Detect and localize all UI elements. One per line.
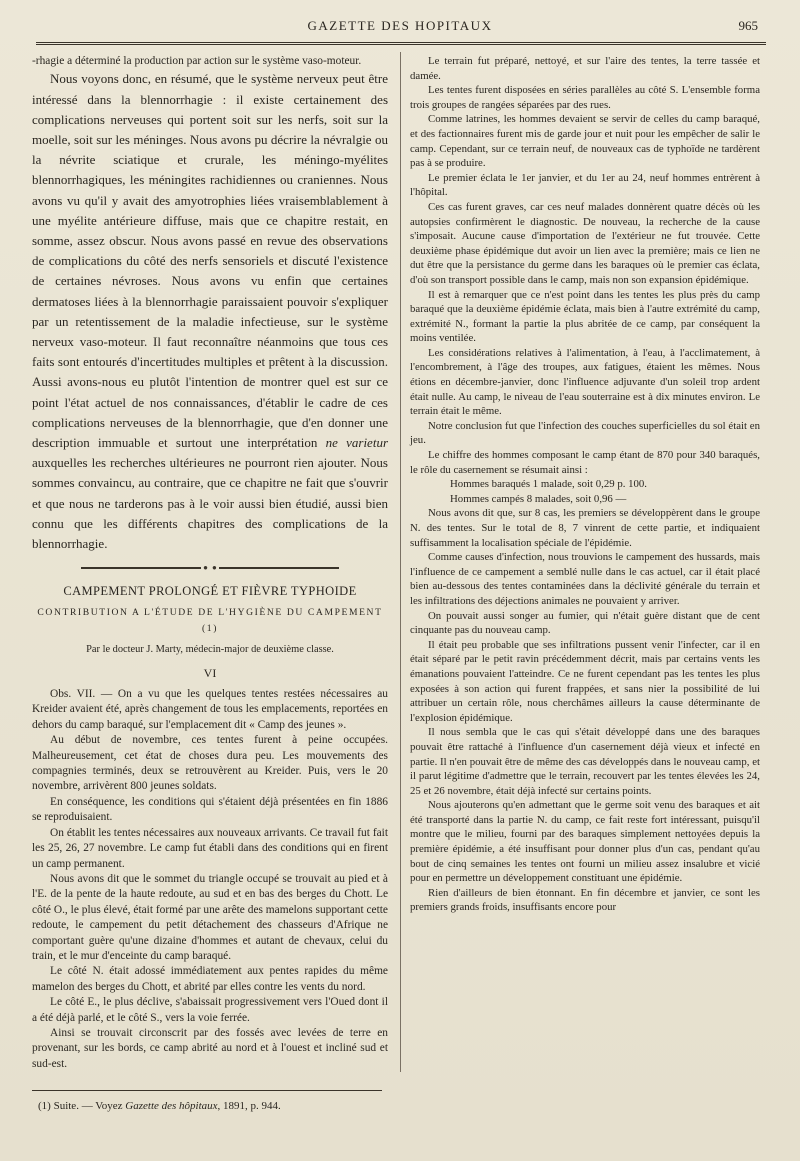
left-column xyxy=(32,54,388,1072)
footnote-journal: Gazette des hôpitaux xyxy=(125,1100,218,1112)
paragraph: Nous avons dit que, sur 8 cas, les premiers se développèrent dans le groupe N. des tentes. Sur le total de 8, 7 vinrent de cette partie, et indiquaient suffisamment la localisation spéciale de l'épidémie. xyxy=(410,507,760,549)
header-double-rule xyxy=(36,42,766,45)
paragraph: Comme causes d'infection, nous trouvions le campement des hussards, mais l'influence de ce campement a semblé nulle dans le cas actuel, car il était placé bien au-dessous des tentes contaminées dans la déclivité générale du terrain et les infiltrations des déjections animales ne pouvaient y arriver. xyxy=(410,551,760,607)
paragraph: Le côté E., le plus déclive, s'abaissait progressivement vers l'Oued dont il a été déjà parlé, et le côté S., vers la voie ferrée. xyxy=(32,996,388,1024)
section-subtitle: CONTRIBUTION A L'ÉTUDE DE L'HYGIÈNE DU CAMPEMENT (1) xyxy=(37,607,383,634)
journal-title: GAZETTE DES HOPITAUX xyxy=(307,18,493,33)
paragraph: Ces cas furent graves, car ces neuf malades donnèrent quatre décès où les autopsies confirmèrent le diagnostic. De nouveau, la recherche de la cause s'imposait. Aucune cause d'importation de l'extérieur ne fut trouvée. Cette deuxième phase épidémique dut avoir un lien avec la première; mais ce lien ne dut être que la persistance du germe dans les baraques où le premier cas éclata, d'où son transport possible dans le camp, mais non son expansion épidémique. xyxy=(410,200,760,286)
paragraph: Rien d'ailleurs de bien étonnant. En fin décembre et janvier, ce sont les premiers grands froids, insuffisants encore pour xyxy=(410,886,760,914)
paragraph: On pouvait aussi songer au fumier, qui n'était guère distant que de cent cinquante pas du nouveau camp. xyxy=(410,609,760,637)
paragraph: Il nous sembla que le cas qui s'était développé dans une des baraques pouvait être rattaché à l'influence d'un casernement déjà vieux et infecté en partie. Il n'en pouvait être de même des cas développés dans le nouveau camp, et il parut légitime d'admettre que le terrain, recouvert par les tentes élevées les 24, 25 et 26 novembre, était déjà infecté sur certains points. xyxy=(410,726,760,797)
paragraph: Il était peu probable que ses infiltrations pussent venir l'infecter, car il en était séparé par le petit ravin précédemment décrit, mais par certains vents les émanations pouvaient l'atteindre. Ce ne furent cependant pas les tentes les plus exposées à son action qui furent frappées, et sans nier la possibilité de lui attribuer un certain rôle, nous cherchâmes ailleurs la cause déterminante de l'explosion épidémique. xyxy=(410,638,760,724)
paragraph: Au début de novembre, ces tentes furent à peine occupées. Malheureusement, cet état de choses dura peu. Les mouvements des compagnies terminés, deux se retrouvèrent au Kreider. Puis, vers le 20 novembre, arrivèrent 800 jeunes soldats. xyxy=(32,734,388,793)
latin-phrase: ne varietur xyxy=(325,435,389,451)
footnote-rule xyxy=(32,1090,382,1091)
statistics-line: Hommes campés 8 malades, soit 0,96 — xyxy=(450,492,627,505)
paragraph: Les tentes furent disposées en séries parallèles au côté S. L'ensemble forma trois groupes de rangées séparées par des rues. xyxy=(410,84,760,111)
section-number: VI xyxy=(203,665,217,680)
conclusion-paragraph: Nous voyons donc, en résumé, que le système nerveux peut être intéressé dans la blennorrhagie : il existe certainement des complications nerveuses qui portent soit sur les nerfs, soit sur la moelle, soit sur les méninges. Nous avons pu décrire la névralgie ou la névrite sciatique et crurale, les méningo-myélites blennorrhagiques, les méningites rachidiennes ou craniennes. Nous avons vu qu'il y avait des amyotrophies liées vraisemblablement à une myélite antérieure diffuse, mais que ce chapitre restait, en somme, assez obscur. Nous avons passé en revue des observations de complications du côté des nerfs sensoriels et discuté l'existence de certaines névroses. Nous avons vu enfin que certaines dermatoses liées à la blennorrhagie paraissaient pouvoir s'expliquer par un retentissement de la maladie infectieuse, sur le système nerveux vaso-moteur. Il faut reconnaître néanmoins que tous ces faits sont entourés d'incertitudes multiples et prêtent à la discussion. Aussi avons-nous eu plutôt l'intention de montrer quel est sur ce point l'état actuel de nos connaissances, d'établir le cadre de ces complications nerveuses de la blennorrhagie, que d'en donner une description immuable et surtout une interprétation ne varietur auxquelles les recherches ultérieures ne pourront rien ajouter. Nous sommes convaincu, au contraire, que ce chapitre ne fait que s'ouvrir et que nous ne tarderons pas à le voir aussi bien étudié, aussi bien connu que les différents chapitres des complications de la blennorrhagie. xyxy=(32,71,389,552)
paragraph: Le premier éclata le 1er janvier, et du 1er au 24, neuf hommes entrèrent à l'hôpital. xyxy=(410,171,760,199)
paragraph: Le chiffre des hommes composant le camp étant de 870 pour 340 baraqués, le rôle du casernement se résumait ainsi : xyxy=(410,449,760,476)
paragraph: On établit les tentes nécessaires aux nouveaux arrivants. Ce travail fut fait les 25, 26, 27 novembre. Le camp fut établi dans des conditions qui en firent un camp permanent. xyxy=(32,826,388,870)
paragraph: Il est à remarquer que ce n'est point dans les tentes les plus près du camp baraqué que la deuxième épidémie éclata, mais bien à l'autre extrémité du camp, extrémité N., formant la partie la plus abritée de ce camp, par conséquent la moins ventilée. xyxy=(410,288,760,345)
right-column xyxy=(410,54,760,915)
paragraph: Nous ajouterons qu'en admettant que le germe soit venu des baraques et ait été transporté dans la partie N. du camp, ce fait reste fort intéressant, puisqu'il montre que le milieu, fourni par des baraques simplement nettoyées depuis la première épidémie, a été insuffisant pour donner plus d'un cas, pendant qu'au bout de cinq semaines les tentes ont fourni un milieu assez insalubre et vicié pour en permettre un développement constituant une épidémie. xyxy=(410,799,760,885)
page-header xyxy=(30,14,770,34)
section-title: CAMPEMENT PROLONGÉ ET FIÈVRE TYPHOIDE xyxy=(63,584,357,598)
paragraph: -rhagie a déterminé la production par action sur le système vaso-moteur. xyxy=(32,55,362,67)
author-byline: Par le docteur J. Marty, médecin-major de deuxième classe. xyxy=(86,644,334,656)
section-divider: ● ● xyxy=(32,560,388,576)
paragraph: Nous avons dit que le sommet du triangle occupé se trouvait au pied et à l'E. de la pente de la haute redoute, au sud et en bas des berges du Chott. Le côté O., le plus élevé, était formé par une arête des mamelons supportant cette redoute, le campement du petit détachement des chasseurs d'Afrique ne comportant guère qu'une dizaine d'hommes et autant de chevaux, celui du train, et le mur d'enceinte du camp baraqué. xyxy=(32,872,388,962)
statistics-line: Hommes baraqués 1 malade, soit 0,29 p. 100. xyxy=(450,478,648,491)
paragraph: Le côté N. était adossé immédiatement aux pentes rapides du même mamelon des berges du Chott, et abrité par elles contre les vents du nord. xyxy=(32,965,388,993)
footnote: (1) Suite. — Voyez Gazette des hôpitaux, 1891, p. 944. xyxy=(38,1100,281,1112)
page-number: 965 xyxy=(738,18,758,33)
paragraph: En conséquence, les conditions qui s'étaient déjà présentées en fin 1886 se reproduisaient. xyxy=(32,795,388,824)
paragraph: Ainsi se trouvait circonscrit par des fossés avec levées de terre en provenant, sur les bords, ce camp abrité au nord et à l'ouest et incliné sud et sud-est. xyxy=(32,1026,388,1070)
paragraph: Obs. VII. — On a vu que les quelques tentes restées nécessaires au Kreider avaient été, après changement de tous les emplacements, reportées en dehors du camp baraqué, sur l'emplacement dit « Camp des jeunes ». xyxy=(32,688,388,731)
paragraph: Le terrain fut préparé, nettoyé, et sur l'aire des tentes, la terre tassée et damée. xyxy=(410,55,760,82)
paragraph: Comme latrines, les hommes devaient se servir de celles du camp baraqué, et des factionnaires furent mis de garde jour et nuit pour les empêcher de salir le camp. Cependant, sur ce terrain neuf, de nouveaux cas de typhoïde ne tardèrent pas à se produire. xyxy=(410,113,760,170)
paragraph: Les considérations relatives à l'alimentation, à l'eau, à l'acclimatement, à l'encombrement, à l'âge des troupes, aux fatigues, étaient les mêmes. Nous étions en décembre-janvier, donc l'influence adjuvante d'un soleil trop ardent était nulle. Au camp, le niveau de l'eau souterraine est à dix minutes environ. Le terrain était le même. xyxy=(410,346,760,418)
paragraph: Notre conclusion fut que l'infection des couches superficielles du sol était en jeu. xyxy=(410,419,760,447)
column-divider xyxy=(400,52,401,1072)
